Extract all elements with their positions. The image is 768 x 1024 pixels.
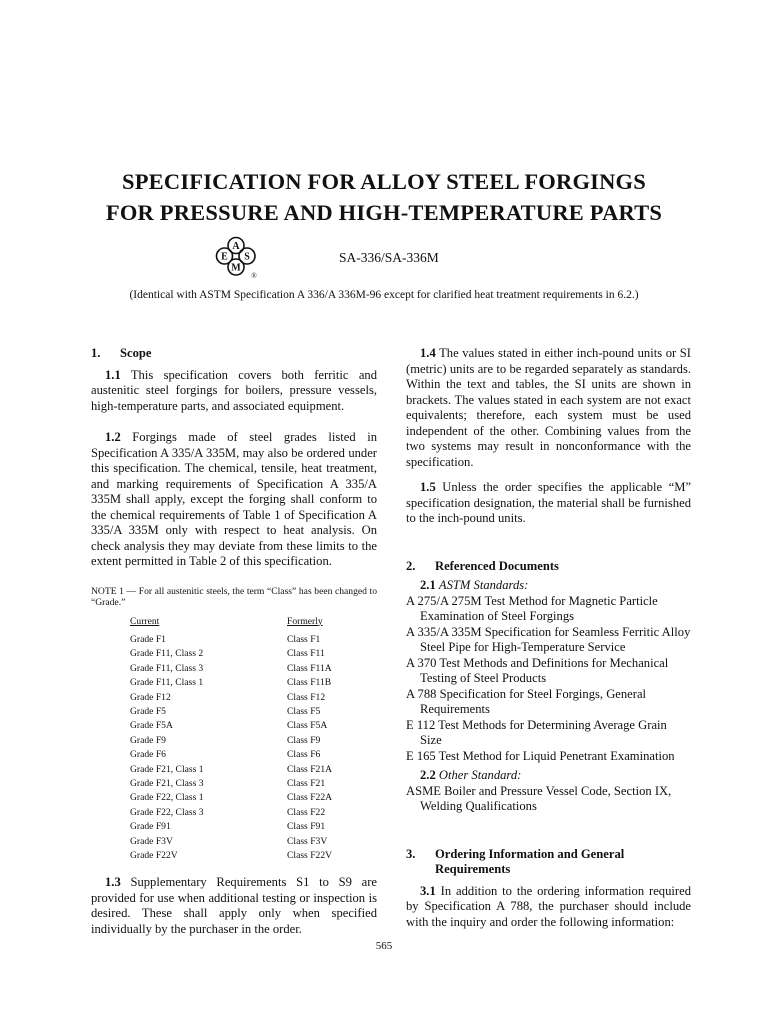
paragraph-1-3 [91, 875, 377, 937]
table-row [130, 791, 377, 805]
table-row [130, 705, 377, 719]
logo-letter-s: S [244, 251, 250, 263]
current-grade: Grade F5A [130, 720, 173, 732]
current-grade: Grade F11, Class 3 [130, 662, 204, 674]
title-line-2: FOR PRESSURE AND HIGH-TEMPERATURE PARTS [105, 200, 663, 225]
current-grade: Grade F9 [130, 734, 166, 746]
grade-class-table [130, 615, 377, 864]
paragraph-3-1 [406, 884, 691, 931]
paragraph-1-4 [406, 346, 691, 470]
table-row [130, 835, 377, 849]
logo-letter-e: E [221, 251, 228, 263]
paragraph-text: Supplementary Requirements S1 to S9 are provided for use when additional testing or inspection is desired. These shall apply only when specified individually by the purchaser in the order. [91, 875, 377, 936]
section-3-heading [406, 847, 691, 878]
reference-item: ASME Boiler and Pressure Vessel Code, Section IX, Welding Qualifications [406, 783, 672, 813]
spec-designation: SA-336/SA-336M [339, 250, 439, 265]
current-grade: Grade F11, Class 1 [130, 677, 204, 689]
logo-letter-m: M [231, 262, 241, 274]
table-row [130, 748, 377, 762]
current-grade: Grade F1 [130, 633, 166, 645]
current-grade: Grade F6 [130, 749, 166, 761]
paragraph-text: In addition to the ordering information required by Specification A 788, the purchaser should include with the inquiry and order the following information: [406, 883, 691, 929]
former-class: Class F6 [287, 749, 321, 761]
paragraph-1-5 [406, 480, 691, 527]
current-grade: Grade F21, Class 1 [130, 763, 204, 775]
former-class: Class F21 [287, 777, 326, 789]
reference-item: A 335/A 335M Specification for Seamless Ferritic Alloy Steel Pipe for High-Temperature Service [406, 624, 691, 654]
section-title-line-2: Requirements [435, 862, 511, 876]
section-title-line-1: Ordering Information and General [435, 846, 625, 861]
table-row [130, 806, 377, 820]
current-grade: Grade F3V [130, 835, 173, 847]
current-grade: Grade F91 [130, 821, 171, 833]
paragraph-number: 1.5 [420, 480, 436, 494]
paragraph-1-2 [91, 430, 377, 570]
paragraph-text: Forgings made of steel grades listed in Specification A 335/A 335M, may also be ordered under this specification. The chemical, tensile, heat treatment, and marking requirements of Specification A 335/A 335M shall apply, except the forging shall conform to the chemical requirements of Table 1 of Specification A 335/A 335M only with respect to heat analysis. On check analysis they may deviate from these limits to the extent permitted in Table 2 of this specification. [91, 430, 377, 568]
column-header-formerly: Formerly [287, 615, 323, 627]
former-class: Class F21A [287, 763, 333, 775]
former-class: Class F11B [287, 677, 332, 689]
subsection-2-2 [406, 768, 691, 784]
table-row [130, 676, 377, 690]
note-1: NOTE 1 — For all austenitic steels, the term “Class” has been changed to “Grade.” [91, 585, 377, 608]
paragraph-number: 1.2 [105, 430, 121, 444]
section-title: Referenced Documents [435, 558, 559, 573]
paragraph-number: 2.1 [420, 578, 436, 592]
former-class: Class F3V [287, 835, 328, 847]
table-row [130, 763, 377, 777]
section-number: 3. [406, 846, 416, 861]
table-row [130, 691, 377, 705]
section-title: Scope [120, 346, 152, 360]
left-column [91, 346, 377, 937]
logo-letter-a: A [232, 241, 240, 252]
current-grade: Grade F12 [130, 691, 171, 703]
former-class: Class F5A [287, 720, 328, 732]
reference-item: E 112 Test Methods for Determining Average Grain Size [406, 717, 667, 747]
section-number: 2. [406, 558, 416, 573]
table-row [130, 849, 377, 863]
reference-item: A 370 Test Methods and Definitions for Mechanical Testing of Steel Products [406, 655, 669, 685]
current-grade: Grade F5 [130, 705, 166, 717]
table-row [130, 777, 377, 791]
subsection-2-1 [406, 578, 691, 594]
reference-list [406, 594, 691, 765]
current-grade: Grade F22, Class 1 [130, 792, 204, 804]
paragraph-text: The values stated in either inch-pound units or SI (metric) units are to be regarded separately as standards. Within the text and tables, the SI units are shown in brackets. The values stated in each system are not exact equivalents; therefore, each system must be used independent of the other. Combining values from the two systems may result in nonconformance with the specification. [406, 346, 691, 469]
paragraph-number: 1.3 [105, 875, 121, 890]
former-class: Class F22A [287, 792, 333, 804]
former-class: Class F11 [287, 648, 325, 660]
former-class: Class F1 [287, 633, 321, 645]
paragraph-text: This specification covers both ferritic and austenitic steel forgings for boilers, pressure vessels, high-temperature parts, and associated equipment. [91, 367, 377, 413]
paragraph-number: 2.2 [420, 768, 436, 782]
title-line-1: SPECIFICATION FOR ALLOY STEEL FORGINGS [122, 169, 646, 194]
page-number: 565 [375, 940, 393, 952]
former-class: Class F12 [287, 691, 326, 703]
table-header-row [130, 615, 377, 629]
current-grade: Grade F21, Class 3 [130, 777, 204, 789]
reference-item: A 788 Specification for Steel Forgings, General Requirements [406, 686, 647, 716]
current-grade: Grade F11, Class 2 [130, 648, 204, 660]
former-class: Class F91 [287, 821, 326, 833]
reference-item: E 165 Test Method for Liquid Penetrant Examination [406, 748, 675, 763]
document-title [0, 166, 768, 228]
former-class: Class F22 [287, 806, 326, 818]
table-row [130, 734, 377, 748]
table-row [130, 633, 377, 647]
section-number: 1. [91, 346, 101, 360]
table-row [130, 719, 377, 733]
subsection-label: ASTM Standards: [438, 578, 529, 592]
registered-mark: ® [251, 272, 257, 280]
section-2-heading [406, 559, 691, 575]
column-header-current: Current [130, 615, 160, 627]
paragraph-number: 3.1 [420, 883, 436, 898]
asme-logo-icon [213, 234, 259, 280]
reference-item: A 275/A 275M Test Method for Magnetic Particle Examination of Steel Forgings [406, 593, 658, 623]
current-grade: Grade F22, Class 3 [130, 806, 204, 818]
table-row [130, 820, 377, 834]
paragraph-1-1 [91, 368, 377, 415]
subsection-label: Other Standard: [438, 768, 522, 782]
table-row [130, 647, 377, 661]
former-class: Class F22V [287, 850, 333, 861]
identical-note: (Identical with ASTM Specification A 336/A 336M-96 except for clarified heat treatment requirements in 6.2.) [129, 289, 639, 301]
current-grade: Grade F22V [130, 850, 178, 861]
paragraph-number: 1.4 [420, 346, 436, 360]
former-class: Class F5 [287, 705, 321, 717]
former-class: Class F11A [287, 662, 332, 674]
section-1-heading [91, 346, 377, 362]
paragraph-text: Unless the order specifies the applicable “M” specification designation, the material shall be furnished to the inch-pound units. [406, 480, 691, 525]
former-class: Class F9 [287, 734, 321, 746]
right-column [406, 346, 691, 930]
table-row [130, 662, 377, 676]
paragraph-number: 1.1 [105, 367, 121, 382]
